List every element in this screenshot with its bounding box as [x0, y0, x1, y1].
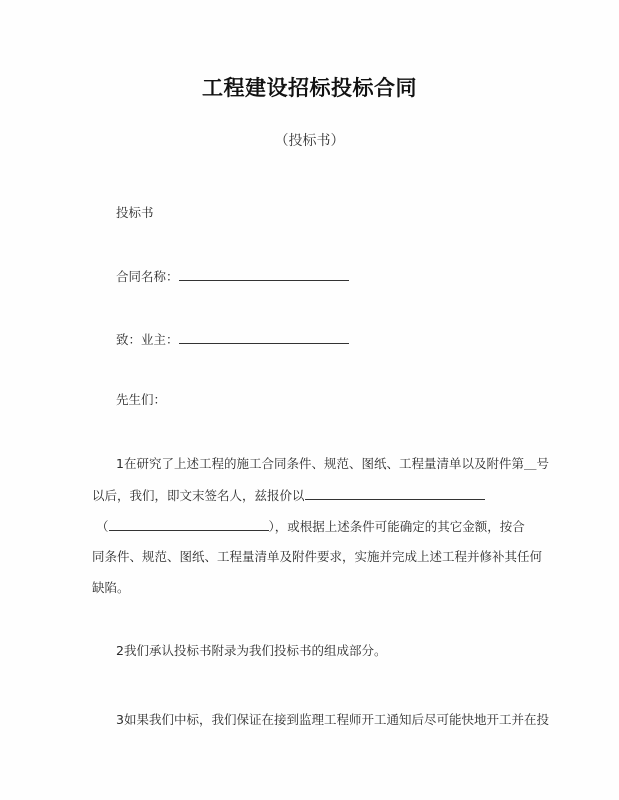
paragraph-1-line-3-text: ），或根据上述条件可能确定的其它金额，按合 [268, 519, 525, 534]
to-owner-label: 致：业主： [116, 332, 179, 347]
salutation: 先生们： [116, 392, 167, 407]
contract-name-field [116, 268, 349, 285]
paragraph-1-line-4: 同条件、规范、图纸、工程量清单及附件要求，实施并完成上述工程并修补其任何 [92, 549, 543, 564]
document-subtitle: （投标书） [274, 133, 345, 149]
paragraph-1-line-2 [92, 487, 485, 504]
document-title: 工程建设招标投标合同 [202, 76, 417, 100]
paragraph-1-line-1: 1在研究了上述工程的施工合同条件、规范、图纸、工程量清单以及附件第＿号 [116, 456, 549, 471]
bid-amount-words-blank[interactable] [109, 518, 269, 531]
paragraph-3-line-1: 3如果我们中标，我们保证在接到监理工程师开工通知后尽可能快地开工并在投 [116, 712, 549, 727]
paren-open: （ [96, 519, 109, 534]
paragraph-1-line-3 [96, 518, 525, 535]
contract-name-blank[interactable] [179, 268, 349, 281]
paragraph-1-line-5: 缺陷。 [92, 580, 130, 595]
contract-name-label: 合同名称： [116, 269, 179, 284]
paragraph-1-line-2-text: 以后，我们，即文末签名人，兹报价以 [92, 488, 305, 503]
paragraph-2: 2我们承认投标书附录为我们投标书的组成部分。 [116, 643, 387, 658]
section-heading: 投标书 [116, 205, 154, 220]
bid-amount-blank[interactable] [305, 487, 485, 500]
to-owner-blank[interactable] [179, 331, 349, 344]
to-owner-field [116, 331, 349, 348]
